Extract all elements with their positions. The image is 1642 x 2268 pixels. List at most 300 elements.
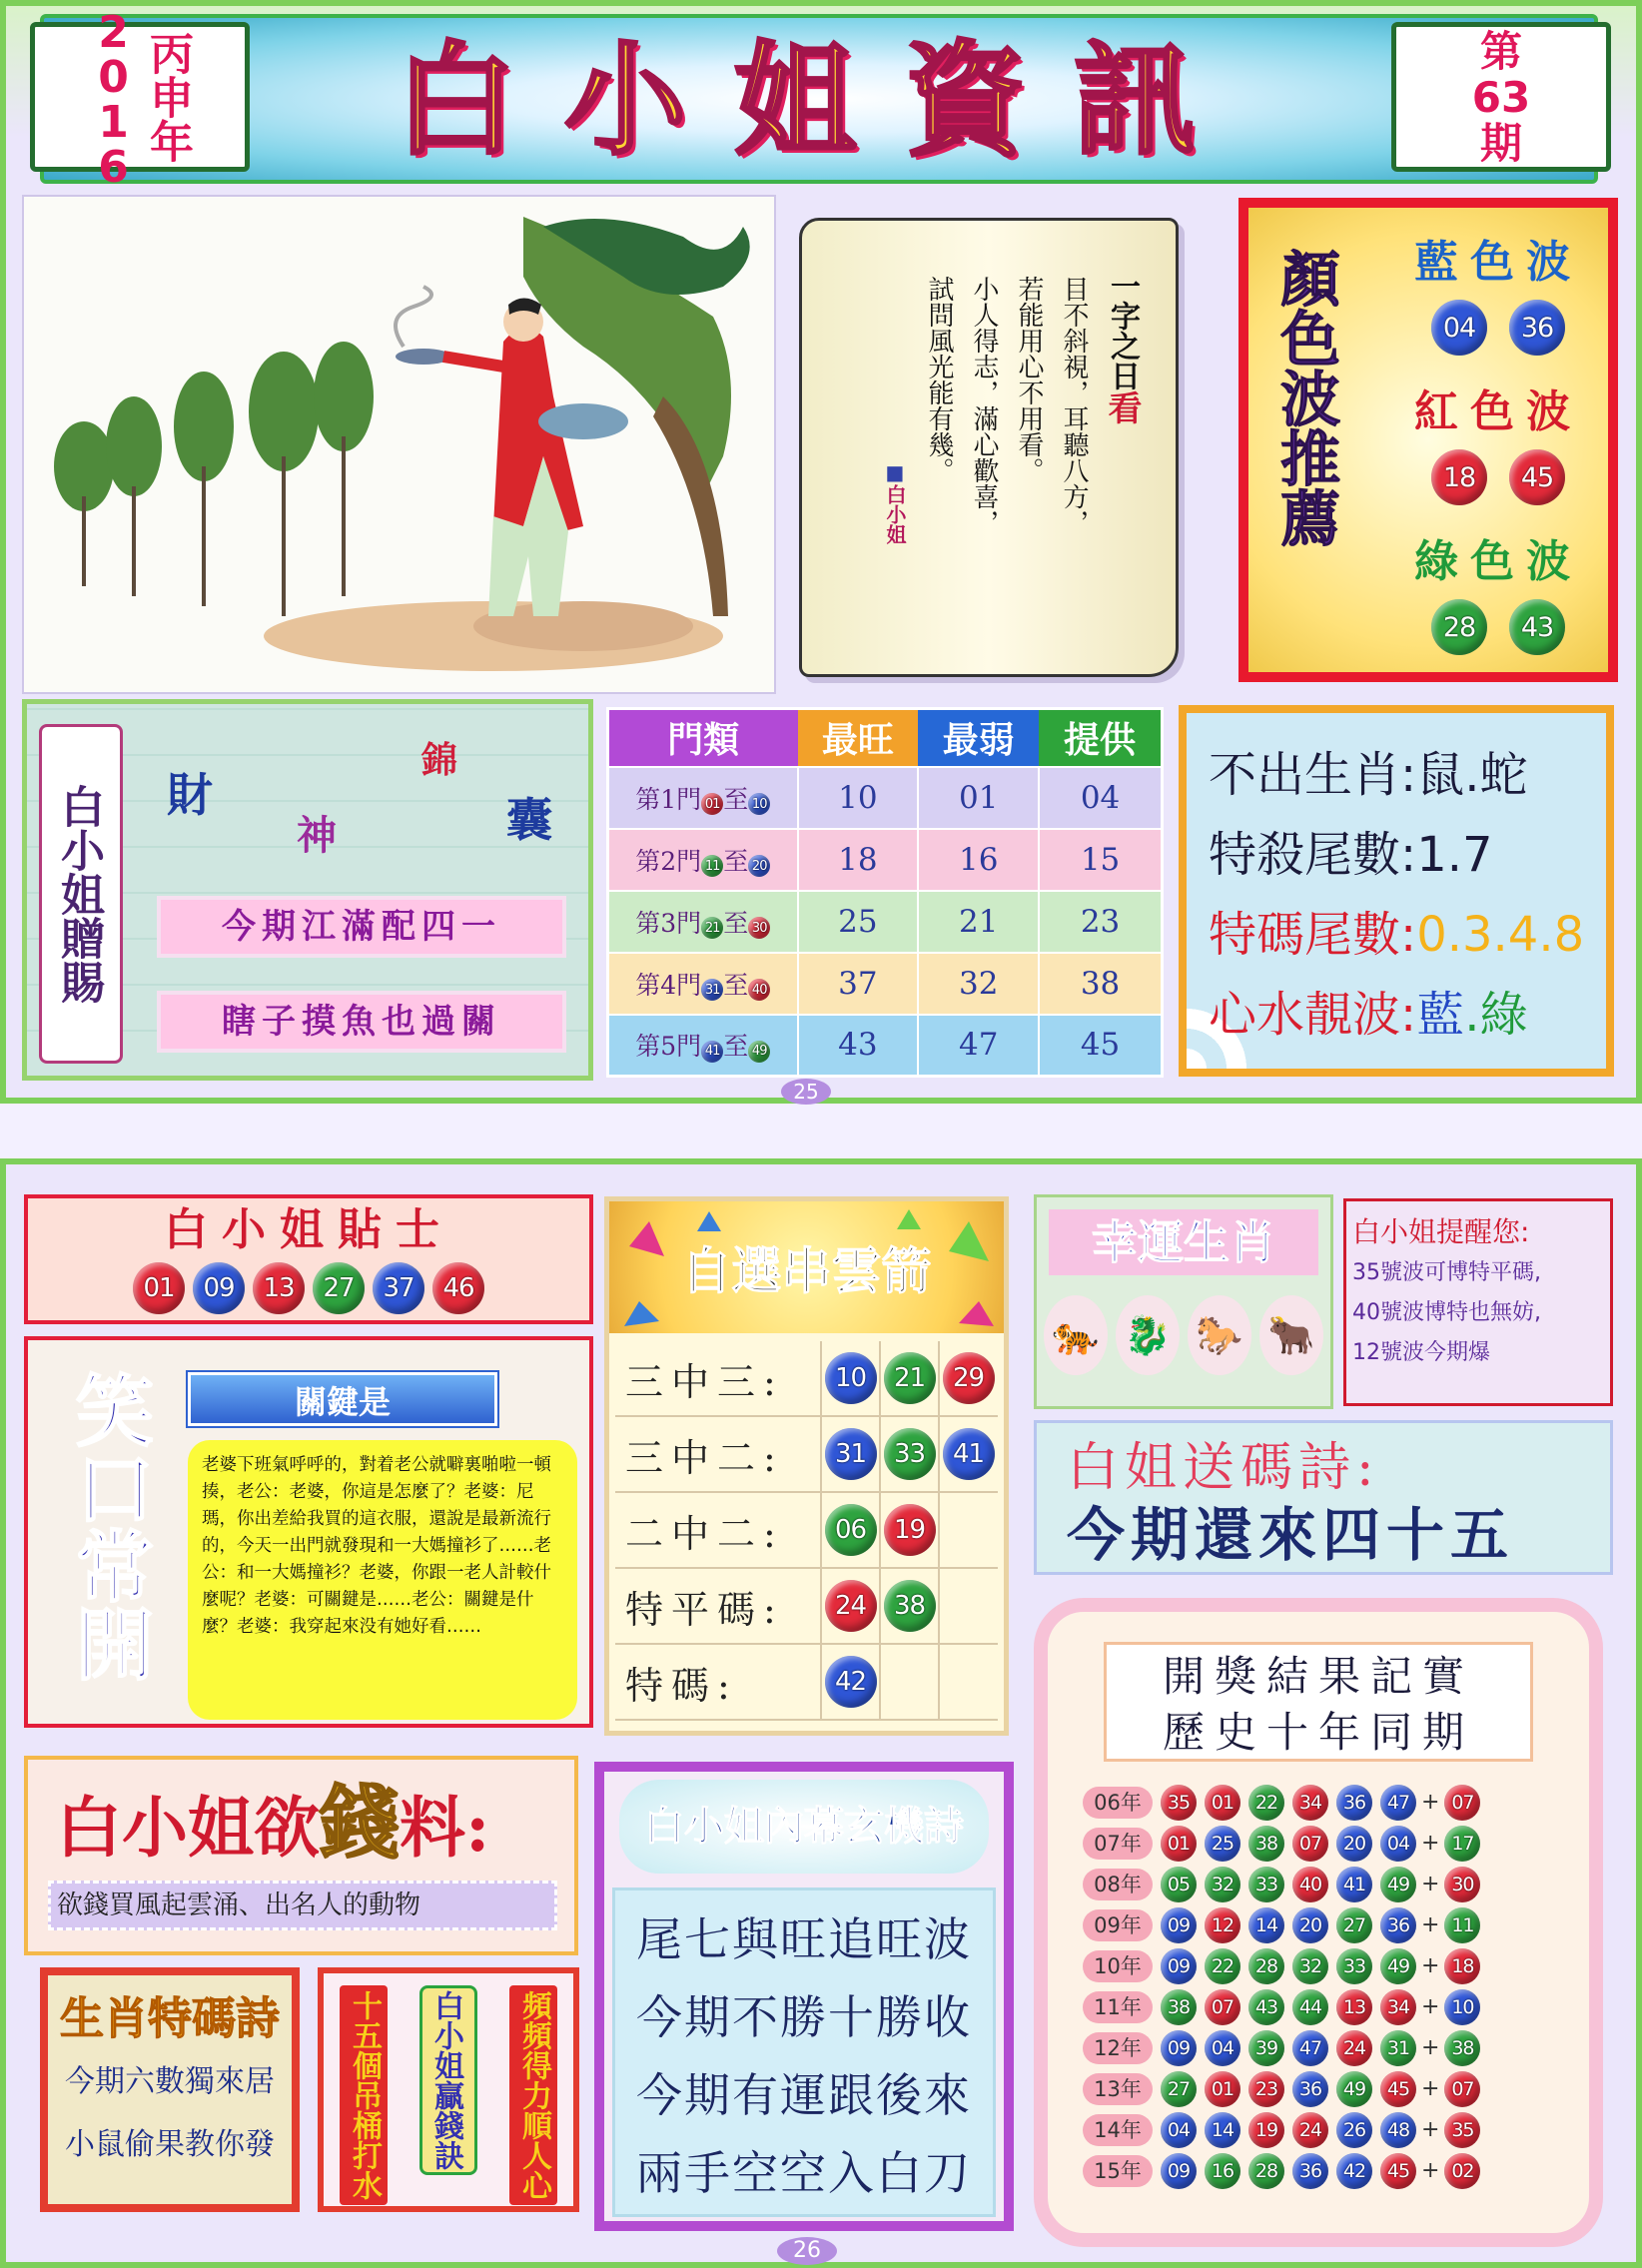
history-year: 12年	[1083, 2032, 1153, 2064]
scroll-poem-keyword: 看	[1102, 390, 1142, 424]
money-title-2: 料:	[400, 1789, 490, 1867]
wave-group-red	[1393, 376, 1603, 505]
history-ball: 38	[1248, 1826, 1284, 1862]
history-ball: 09	[1161, 1907, 1197, 1943]
door-label: 第5門	[635, 1032, 702, 1062]
door-connector: 至	[723, 784, 749, 814]
arrow-ball-cell	[938, 1645, 997, 1719]
wave-ball: 36	[1509, 300, 1565, 356]
history-ball: 45	[1380, 2071, 1416, 2107]
door-range	[608, 829, 798, 891]
door-range	[608, 767, 798, 829]
tieshi-ball: 27	[313, 1262, 365, 1314]
lucky-animals	[1037, 1295, 1330, 1375]
history-special-ball: 18	[1444, 1948, 1480, 1984]
door-row	[608, 829, 1163, 891]
door-offer: 45	[1039, 1015, 1162, 1077]
door-to-ball: 20	[748, 855, 770, 877]
gift-side-label: 白小姐贈賜	[39, 724, 123, 1064]
lucky-panel	[1034, 1194, 1333, 1409]
history-plus: +	[1421, 2117, 1440, 2142]
history-ball: 43	[1248, 1989, 1284, 2025]
history-row	[1083, 2068, 1589, 2109]
arrow-ball: 42	[825, 1656, 877, 1708]
history-ball: 23	[1248, 2071, 1284, 2107]
inner-poem-title: 白小姐內幕玄機詩	[619, 1780, 989, 1874]
wave-label-red: 紅色波	[1414, 386, 1582, 437]
inner-poem-line: 今期有運跟後來	[636, 2068, 972, 2122]
door-connector: 至	[723, 970, 749, 1000]
history-row	[1083, 2150, 1589, 2191]
door-worst: 16	[918, 829, 1039, 891]
history-plus: +	[1421, 1994, 1440, 2019]
inner-poem-line: 兩手空空入白刀	[636, 2146, 972, 2200]
arrow-ball-cell	[938, 1417, 997, 1491]
scroll-poem-line-3: 小人得志，滿心歡喜，	[969, 276, 999, 535]
tips-panel	[1179, 705, 1614, 1077]
history-title-2: 歷史十年同期	[1162, 1708, 1474, 1757]
tips-label: 特碼尾數:	[1209, 907, 1417, 963]
history-year: 06年	[1083, 1787, 1153, 1819]
page-number-bottom: 26	[777, 2237, 837, 2265]
tips-line	[1209, 815, 1606, 895]
door-connector: 至	[723, 1032, 749, 1062]
history-row	[1083, 2027, 1589, 2068]
wave-label-green: 綠色波	[1414, 536, 1582, 587]
scroll-poem-signature	[882, 460, 908, 544]
arrow-ball-cell	[879, 1417, 938, 1491]
history-special-ball: 07	[1444, 1785, 1480, 1821]
door-header: 最弱	[918, 709, 1039, 767]
history-ball: 47	[1292, 2030, 1328, 2066]
history-plus: +	[1421, 1953, 1440, 1978]
header-year: 2016	[88, 7, 139, 187]
arrow-ball-cell	[938, 1341, 997, 1415]
history-ball: 26	[1336, 2112, 1372, 2148]
joke-text: 老婆下班氣呼呼的，對着老公就噼裏啪啦一頓揍，老公：老婆，你這是怎麼了？老婆：尼瑪，你出差給我買的這衣服，還說是最新流行的，今天一出門就發現和一大媽撞衫了……老公：和一大媽撞衫？老婆，你跟一老人計較什麼呢？老婆：可關鍵是……老公：關鍵是什麼？老婆：我穿起來没有她好看……	[188, 1440, 577, 1720]
right-book	[1391, 22, 1611, 172]
issue-bottom: 期	[1479, 119, 1522, 168]
arrow-row-label: 二中二:	[625, 1511, 784, 1556]
history-year: 09年	[1083, 1909, 1153, 1941]
history-ball: 40	[1292, 1867, 1328, 1902]
history-plus: +	[1421, 1831, 1440, 1856]
history-row	[1083, 1823, 1589, 1864]
dragon-icon: 🐉	[1116, 1295, 1180, 1375]
arrow-title: 自選串雲箭	[681, 1241, 932, 1300]
history-year: 10年	[1083, 1950, 1153, 1982]
history-ball: 01	[1205, 2071, 1240, 2107]
wave-ball: 43	[1509, 599, 1565, 655]
history-ball: 12	[1205, 1907, 1240, 1943]
history-plus: +	[1421, 2035, 1440, 2060]
banner: 頻頻得力順人心	[509, 1985, 557, 2205]
door-offer: 23	[1039, 891, 1162, 953]
history-special-ball: 07	[1444, 2071, 1480, 2107]
arrow-ball-cell	[938, 1493, 997, 1567]
door-range	[608, 891, 798, 953]
money-title-1: 白小姐欲	[56, 1789, 320, 1867]
send-poem-title: 白姐送碼詩:	[1067, 1438, 1380, 1498]
tieshi-ball: 09	[193, 1262, 245, 1314]
arrow-row	[615, 1341, 998, 1417]
scroll-signature-text: 白小姐	[883, 484, 907, 544]
arrow-ball: 33	[884, 1428, 936, 1480]
arrow-ball: 06	[825, 1504, 877, 1556]
history-ball: 34	[1292, 1785, 1328, 1821]
history-ball: 24	[1336, 2030, 1372, 2066]
history-ball: 39	[1248, 2030, 1284, 2066]
arrow-ball-cell	[820, 1341, 879, 1415]
arrow-row	[615, 1645, 998, 1721]
history-ball: 36	[1380, 1907, 1416, 1943]
issue-top: 第	[1479, 27, 1522, 76]
scroll-poem-line-2: 若能用心不用看。	[1014, 276, 1044, 483]
history-ball: 04	[1161, 2112, 1197, 2148]
page-title: 白小姐資訊	[395, 28, 1243, 172]
inner-poem-box	[612, 1888, 996, 2217]
scroll-signature-mark: ■	[883, 460, 907, 484]
reminder-line: 35號波可博特平碼,	[1352, 1260, 1541, 1285]
inner-poem-line: 尾七與旺追旺波	[636, 1912, 972, 1966]
zodiac-poem-title: 生肖特碼詩	[60, 1993, 280, 2044]
arrow-ball-cell	[879, 1493, 938, 1567]
gift-line-1: 今期江滿配四一	[157, 896, 566, 958]
door-to-ball: 30	[748, 917, 770, 939]
door-range	[608, 1015, 798, 1077]
banner: 白小姐贏錢訣	[419, 1985, 477, 2175]
money-title	[28, 1760, 574, 1873]
history-ball: 49	[1380, 1867, 1416, 1902]
history-ball: 35	[1161, 1785, 1197, 1821]
arrow-ball: 29	[943, 1352, 995, 1404]
arrow-ball-cell	[820, 1493, 879, 1567]
joke-panel	[24, 1336, 593, 1728]
reminder-panel	[1343, 1198, 1613, 1406]
arrow-ball: 38	[884, 1580, 936, 1632]
history-ball: 49	[1336, 2071, 1372, 2107]
history-year: 14年	[1083, 2114, 1153, 2146]
gift-line-2: 瞎子摸魚也過關	[157, 991, 566, 1053]
color-wave-title: 顏色波推薦	[1270, 248, 1340, 547]
history-special-ball: 30	[1444, 1867, 1480, 1902]
history-ball: 33	[1336, 1948, 1372, 1984]
wave-ball: 18	[1431, 449, 1487, 505]
tips-value: 1.7	[1416, 827, 1493, 883]
tieshi-balls	[28, 1262, 589, 1314]
history-ball: 27	[1336, 1907, 1372, 1943]
door-best: 43	[798, 1015, 919, 1077]
door-best: 25	[798, 891, 919, 953]
history-title-1: 開獎結果記實	[1162, 1652, 1474, 1701]
scroll-poem	[799, 218, 1179, 677]
history-ball: 20	[1336, 1826, 1372, 1862]
arrow-row	[615, 1417, 998, 1493]
wave-group-blue	[1393, 226, 1603, 356]
history-ball: 16	[1205, 2153, 1240, 2189]
scholar-illustration	[22, 195, 776, 694]
history-ball: 45	[1380, 2153, 1416, 2189]
history-ball: 09	[1161, 1948, 1197, 1984]
door-range	[608, 953, 798, 1015]
arrow-panel	[604, 1196, 1009, 1736]
door-from-ball: 21	[701, 917, 723, 939]
arrow-row-label: 三中二:	[625, 1435, 784, 1480]
history-ball: 28	[1248, 1948, 1284, 1984]
arrow-ball-cell	[879, 1645, 938, 1719]
arrow-ball-cell	[820, 1417, 879, 1491]
gift-word: 神	[297, 813, 337, 859]
tiger-icon: 🐅	[1044, 1295, 1108, 1375]
history-special-ball: 02	[1444, 2153, 1480, 2189]
wave-group-green	[1393, 525, 1603, 655]
door-to-ball: 49	[748, 1041, 770, 1063]
history-year: 15年	[1083, 2155, 1153, 2187]
tips-line	[1209, 735, 1606, 815]
money-panel	[24, 1756, 578, 1955]
arrow-ball: 19	[884, 1504, 936, 1556]
history-ball: 33	[1248, 1867, 1284, 1902]
history-ball: 49	[1380, 1948, 1416, 1984]
door-worst: 01	[918, 767, 1039, 829]
history-special-ball: 11	[1444, 1907, 1480, 1943]
tips-value: 鼠.蛇	[1416, 747, 1528, 803]
door-offer: 38	[1039, 953, 1162, 1015]
door-table	[606, 707, 1164, 1078]
arrow-ball-cell	[879, 1341, 938, 1415]
door-connector: 至	[723, 908, 749, 938]
history-ball: 27	[1161, 2071, 1197, 2107]
reminder-title: 白小姐提醒您:	[1352, 1215, 1530, 1248]
history-year: 11年	[1083, 1991, 1153, 2023]
arrow-ball: 10	[825, 1352, 877, 1404]
ox-icon: 🐂	[1259, 1295, 1323, 1375]
history-rows	[1083, 1782, 1589, 2191]
history-ball: 04	[1205, 2030, 1240, 2066]
history-ball: 24	[1292, 2112, 1328, 2148]
left-book	[30, 7, 250, 187]
inner-poem-panel	[594, 1762, 1014, 2231]
tips-value: 0.3.4.8	[1416, 907, 1585, 963]
banners-panel	[318, 1967, 579, 2212]
issue-number: 63	[1471, 73, 1531, 122]
joke-side-title: 笑口常開	[63, 1370, 154, 1682]
history-ball: 44	[1292, 1989, 1328, 2025]
history-row	[1083, 1986, 1589, 2027]
door-worst: 21	[918, 891, 1039, 953]
arrow-ball: 31	[825, 1428, 877, 1480]
scholar-drawing	[24, 197, 776, 694]
tips-label: 特殺尾數:	[1209, 827, 1417, 883]
scroll-poem-line-4: 試問風光能有幾。	[924, 276, 954, 483]
door-label: 第3門	[635, 908, 702, 938]
history-ball: 13	[1336, 1989, 1372, 2025]
arrow-row	[615, 1493, 998, 1569]
wave-ball: 04	[1431, 300, 1487, 356]
history-year: 13年	[1083, 2073, 1153, 2105]
history-ball: 42	[1336, 2153, 1372, 2189]
door-best: 37	[798, 953, 919, 1015]
arrow-ball: 24	[825, 1580, 877, 1632]
tips-label: 不出生肖:	[1209, 747, 1417, 803]
door-header: 提供	[1039, 709, 1162, 767]
history-ball: 31	[1380, 2030, 1416, 2066]
zodiac-poem-line: 小鼠偷果教你發	[65, 2127, 275, 2162]
history-ball: 32	[1292, 1948, 1328, 1984]
history-row	[1083, 2109, 1589, 2150]
door-from-ball: 31	[701, 979, 723, 1001]
history-ball: 01	[1161, 1826, 1197, 1862]
door-label: 第1門	[635, 784, 702, 814]
tieshi-ball: 13	[253, 1262, 305, 1314]
history-ball: 14	[1248, 1907, 1284, 1943]
arrow-ball-cell	[820, 1569, 879, 1643]
gift-word: 財	[167, 768, 213, 822]
door-best: 10	[798, 767, 919, 829]
door-to-ball: 10	[748, 793, 770, 815]
history-ball: 09	[1161, 2030, 1197, 2066]
history-plus: +	[1421, 1790, 1440, 1815]
arrow-row-label: 三中三:	[625, 1359, 784, 1404]
send-poem-panel	[1034, 1420, 1613, 1575]
door-worst: 47	[918, 1015, 1039, 1077]
door-row	[608, 767, 1163, 829]
history-ball: 22	[1205, 1948, 1240, 1984]
history-ball: 25	[1205, 1826, 1240, 1862]
history-ball: 05	[1161, 1867, 1197, 1902]
door-best: 18	[798, 829, 919, 891]
arrow-ball-cell	[938, 1569, 997, 1643]
tieshi-title: 白小姐貼士	[164, 1204, 453, 1255]
history-year: 08年	[1083, 1869, 1153, 1900]
door-connector: 至	[723, 846, 749, 876]
gift-word: 囊	[506, 793, 552, 847]
page-number-top: 25	[781, 1079, 831, 1105]
history-ball: 22	[1248, 1785, 1284, 1821]
history-row	[1083, 1782, 1589, 1823]
history-plus: +	[1421, 2158, 1440, 2183]
history-ball: 04	[1380, 1826, 1416, 1862]
joke-key-label: 關鍵是	[188, 1372, 497, 1426]
history-ball: 07	[1205, 1989, 1240, 2025]
arrow-ball-cell	[820, 1645, 879, 1719]
header-year-ganzhi: 丙申年	[142, 31, 193, 163]
tips-value: .綠	[1464, 987, 1528, 1043]
door-to-ball: 40	[748, 979, 770, 1001]
history-ball: 28	[1248, 2153, 1284, 2189]
scroll-poem-heading-text: 一字之日	[1105, 271, 1140, 390]
door-from-ball: 01	[701, 793, 723, 815]
history-ball: 36	[1292, 2153, 1328, 2189]
door-row	[608, 1015, 1163, 1077]
history-ball: 20	[1292, 1907, 1328, 1943]
history-ball: 41	[1336, 1867, 1372, 1902]
history-ball: 36	[1336, 1785, 1372, 1821]
color-wave-panel	[1238, 198, 1618, 682]
tieshi-ball: 01	[133, 1262, 185, 1314]
reminder-line: 40號波博特也無妨,	[1352, 1300, 1541, 1325]
send-poem-text: 今期還來四十五	[1067, 1501, 1515, 1569]
door-label: 第4門	[635, 970, 702, 1000]
arrow-header	[609, 1201, 1004, 1333]
history-ball: 07	[1292, 1826, 1328, 1862]
arrow-row-label: 特平碼:	[625, 1587, 784, 1632]
door-row	[608, 891, 1163, 953]
door-header: 門類	[608, 709, 798, 767]
tieshi-panel	[24, 1194, 593, 1324]
door-worst: 32	[918, 953, 1039, 1015]
banner: 十五個吊桶打水	[340, 1985, 388, 2205]
history-ball: 14	[1205, 2112, 1240, 2148]
door-label: 第2門	[635, 846, 702, 876]
lucky-title: 幸運生肖	[1049, 1209, 1318, 1275]
money-sub: 欲錢買風起雲涌、出名人的動物	[48, 1881, 557, 1930]
arrow-ball: 21	[884, 1352, 936, 1404]
history-ball: 09	[1161, 2153, 1197, 2189]
wave-ball: 45	[1509, 449, 1565, 505]
history-ball: 19	[1248, 2112, 1284, 2148]
history-panel	[1034, 1598, 1603, 2247]
scroll-poem-heading	[1102, 271, 1142, 424]
door-offer: 15	[1039, 829, 1162, 891]
tips-value: 藍	[1416, 987, 1465, 1043]
history-ball: 38	[1161, 1989, 1197, 2025]
inner-poem-line: 今期不勝十勝收	[636, 1990, 972, 2044]
arrow-row-label: 特碼:	[625, 1663, 738, 1708]
history-ball: 36	[1292, 2071, 1328, 2107]
arrow-row	[615, 1569, 998, 1645]
history-row	[1083, 1945, 1589, 1986]
history-ball: 01	[1205, 1785, 1240, 1821]
door-from-ball: 11	[701, 855, 723, 877]
tieshi-ball: 46	[432, 1262, 484, 1314]
zodiac-poem-line: 今期六數獨來居	[65, 2064, 275, 2099]
tieshi-ball: 37	[373, 1262, 424, 1314]
history-special-ball: 35	[1444, 2112, 1480, 2148]
door-row	[608, 953, 1163, 1015]
history-year: 07年	[1083, 1828, 1153, 1860]
reminder-line: 12號波今期爆	[1352, 1340, 1490, 1365]
tips-line	[1209, 895, 1606, 975]
history-plus: +	[1421, 1912, 1440, 1937]
wave-label-blue: 藍色波	[1414, 237, 1582, 288]
arrow-rows	[615, 1341, 998, 1721]
history-title-box	[1104, 1642, 1533, 1762]
history-ball: 47	[1380, 1785, 1416, 1821]
history-special-ball: 10	[1444, 1989, 1480, 2025]
door-from-ball: 41	[701, 1041, 723, 1063]
arrow-ball-cell	[879, 1569, 938, 1643]
tips-line	[1209, 975, 1606, 1055]
history-plus: +	[1421, 1872, 1440, 1896]
history-ball: 34	[1380, 1989, 1416, 2025]
wave-ball: 28	[1431, 599, 1487, 655]
money-title-gold: 錢	[320, 1776, 400, 1870]
scroll-poem-line-1: 目不斜視，耳聽八方，	[1059, 276, 1089, 535]
door-offer: 04	[1039, 767, 1162, 829]
door-header: 最旺	[798, 709, 919, 767]
zodiac-poem-panel	[40, 1967, 300, 2212]
history-ball: 48	[1380, 2112, 1416, 2148]
history-special-ball: 38	[1444, 2030, 1480, 2066]
history-row	[1083, 1904, 1589, 1945]
history-plus: +	[1421, 2076, 1440, 2101]
horse-icon: 🐎	[1188, 1295, 1251, 1375]
gift-panel	[22, 699, 593, 1081]
history-ball: 32	[1205, 1867, 1240, 1902]
history-special-ball: 17	[1444, 1826, 1480, 1862]
gift-word: 錦	[421, 740, 458, 781]
